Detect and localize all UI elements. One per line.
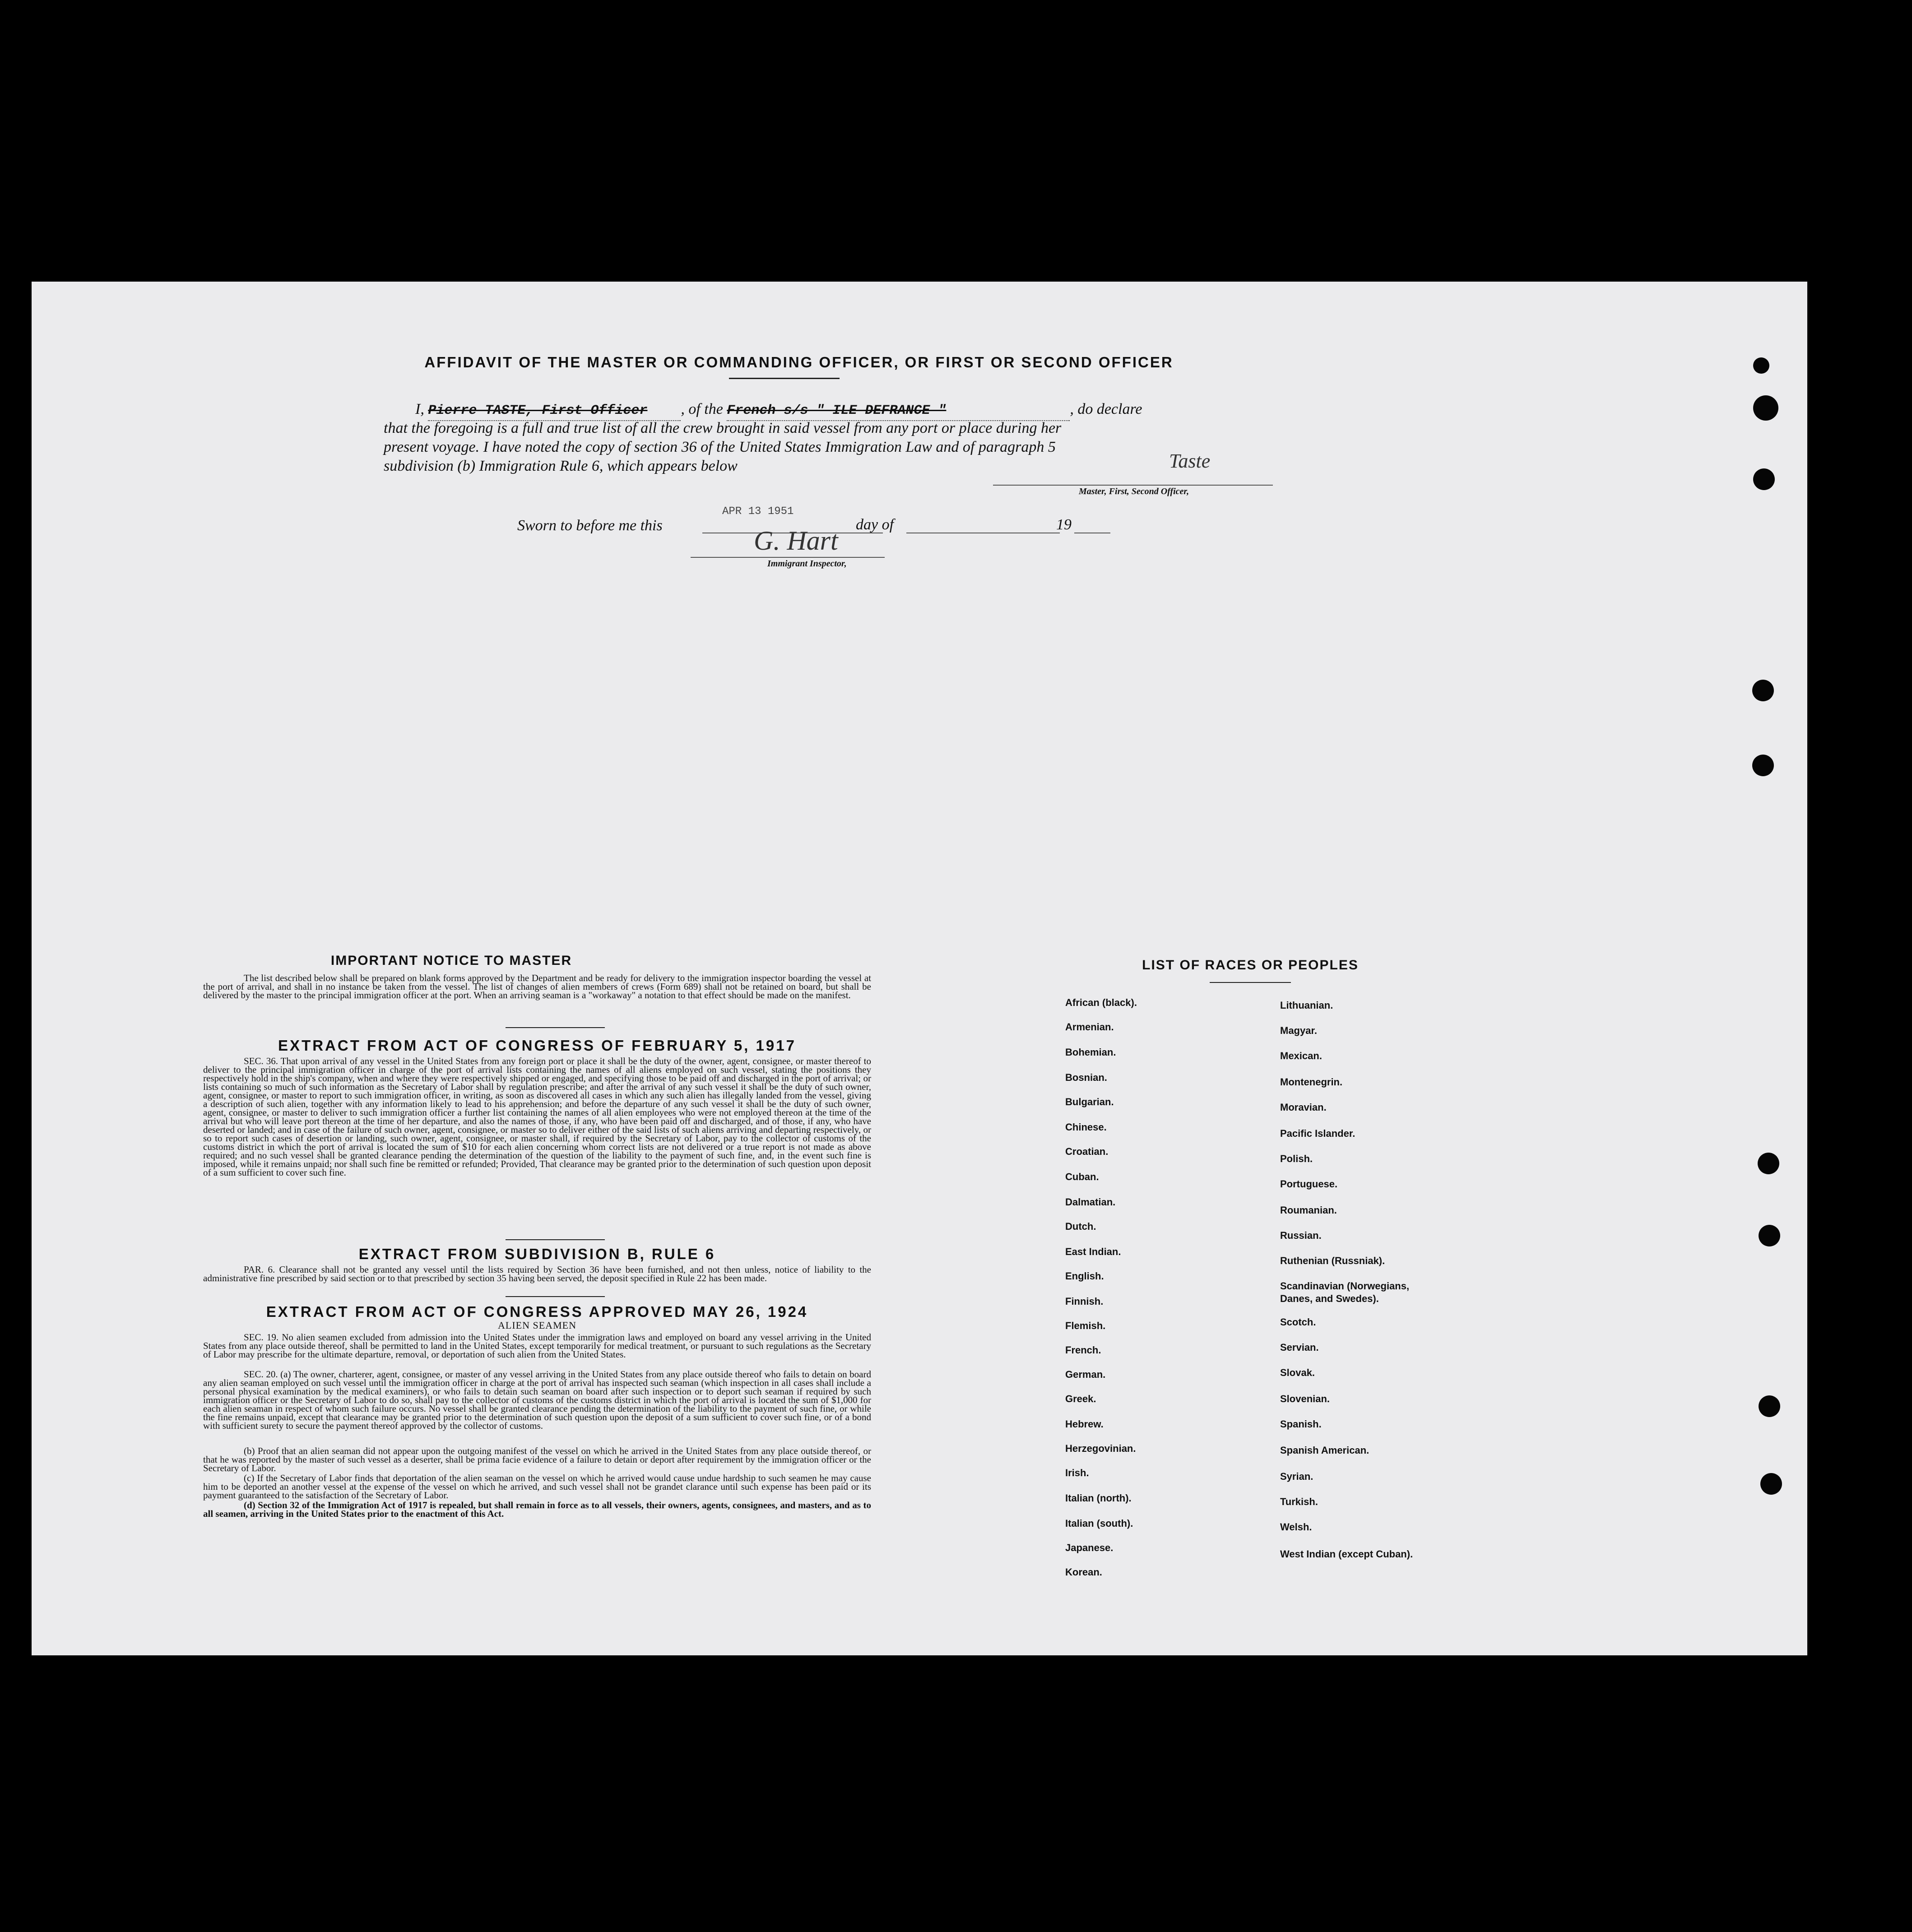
races-divider xyxy=(1210,982,1291,983)
affidavit-line-4: subdivision (b) Immigration Rule 6, which appears below xyxy=(384,458,738,474)
race-right-4: Montenegrin. xyxy=(1280,1076,1343,1088)
title-divider xyxy=(729,378,840,379)
race-left-4: Bosnian. xyxy=(1065,1072,1107,1083)
race-right-11: Ruthenian (Russniak). xyxy=(1280,1255,1385,1266)
race-left-6: Chinese. xyxy=(1065,1121,1107,1133)
race-right-21: Welsh. xyxy=(1280,1521,1312,1533)
extract-1924-c: (c) If the Secretary of Labor finds that deportation of the alien seaman on the vessel on which he arrived would cause undue hardship to such seamen he may cause him to be deported an another vessel at the expense of the vessel on which he arrived, and such vessel shall not be grandet clarance until such expense has been paid or its payment guaranteed to the satisfaction of the Secretary of Labor. xyxy=(203,1473,871,1501)
inspector-signature: G. Hart xyxy=(754,526,838,556)
races-title: LIST OF RACES OR PEOPLES xyxy=(1142,958,1359,973)
race-right-20: Turkish. xyxy=(1280,1496,1318,1507)
race-right-18: Spanish American. xyxy=(1280,1445,1369,1456)
race-left-18: Hebrew. xyxy=(1065,1418,1104,1430)
officer-signature-line xyxy=(993,485,1273,486)
officer-signature: Taste xyxy=(1169,450,1211,472)
race-right-15: Slovak. xyxy=(1280,1367,1315,1378)
punch-hole xyxy=(1759,1225,1780,1246)
sworn-label: Sworn to before me this xyxy=(517,517,663,534)
extract-rule6-divider xyxy=(506,1296,605,1297)
declarant-prefix: I, xyxy=(415,401,424,417)
race-right-3: Mexican. xyxy=(1280,1050,1322,1061)
affidavit-line-1 xyxy=(415,400,1282,421)
declarant-name: Pierre TASTE, First Officer xyxy=(428,401,681,421)
race-right-9: Roumanian. xyxy=(1280,1205,1337,1216)
extract-1917-title: EXTRACT FROM ACT OF CONGRESS OF FEBRUARY 5, 1917 xyxy=(278,1037,796,1054)
notice-divider xyxy=(506,1027,605,1028)
punch-hole xyxy=(1753,468,1775,490)
race-left-11: East Indian. xyxy=(1065,1246,1121,1257)
day-of-label: day of xyxy=(856,516,894,533)
race-right-1: Lithuanian. xyxy=(1280,1000,1333,1011)
race-left-10: Dutch. xyxy=(1065,1221,1096,1232)
race-left-16: German. xyxy=(1065,1369,1106,1380)
race-left-20: Irish. xyxy=(1065,1467,1089,1478)
race-right-7: Polish. xyxy=(1280,1153,1313,1164)
punch-hole xyxy=(1753,357,1769,374)
affidavit-title: AFFIDAVIT OF THE MASTER OR COMMANDING OFFICER, OR FIRST OR SECOND OFFICER xyxy=(424,354,1174,371)
extract-1924-title: EXTRACT FROM ACT OF CONGRESS APPROVED MAY 26, 1924 xyxy=(266,1303,808,1320)
extract-1917-divider xyxy=(506,1239,605,1240)
race-left-3: Bohemian. xyxy=(1065,1047,1116,1058)
race-right-14: Servian. xyxy=(1280,1342,1319,1353)
notice-body: The list described below shall be prepared on blank forms approved by the Department and be ready for delivery to the immigration inspector boarding the vessel at the port of arrival, and shall in no instance be taken from the vessel. The list of changes of alien members of crews (Form 689) shall not be retained on board, but shall be delivered by the master to the principal immigration officer at the port. When an arriving seaman is a "workaway" a notation to that effect should be made on the manifest. xyxy=(203,973,871,1001)
race-left-1: African (black). xyxy=(1065,997,1137,1008)
extract-1924-b: (b) Proof that an alien seaman did not appear upon the outgoing manifest of the vessel on which he arrived in the United States from any place outside thereof, or that he was reported by the master of such vessel as a deserter, shall be prima facie evidence of a failure to detain or deport after requirement by the immigration officer or the Secretary of Labor. xyxy=(203,1446,871,1473)
race-right-12: Scandinavian (Norwegians, Danes, and Swedes). xyxy=(1280,1280,1410,1304)
race-right-5: Moravian. xyxy=(1280,1102,1327,1113)
race-right-6: Pacific Islander. xyxy=(1280,1128,1355,1139)
race-left-15: French. xyxy=(1065,1344,1101,1356)
of-the-text: , of the xyxy=(681,401,723,417)
race-right-8: Portuguese. xyxy=(1280,1178,1338,1190)
race-left-17: Greek. xyxy=(1065,1393,1096,1404)
punch-hole xyxy=(1758,1153,1779,1174)
extract-1924-sec20a: SEC. 20. (a) The owner, charterer, agent, consignee, or master of any vessel arriving in the United States from any place outside thereof who fails to detain on board any alien seaman employed on such vessel until the immigration officer in charge at the port of arrival has inspected such seaman (which inspection in all cases shall include a personal physical examination by the medical examiners), or who fails to detain such seaman on board after such inspection or to deport such seaman if required by such immigration officer or the Secretary of Labor to do so, shall pay to the collector of customs of the customs district in which the port of arrival is located the sum of $1,000 for each alien seaman in respect of whom such failure occurs. No vessel shall be granted clearance pending the determination of the liability to the payment of such fine, or while the fine remains unpaid, except that clearance may be granted prior to the determination of such question upon the deposit of a sum sufficient to cover such fine, or of a bond with sufficient surety to secure the payment thereof approved by the collector of customs. xyxy=(203,1369,871,1431)
race-left-13: Finnish. xyxy=(1065,1296,1104,1307)
race-right-19: Syrian. xyxy=(1280,1471,1313,1482)
race-left-12: English. xyxy=(1065,1270,1104,1282)
punch-hole xyxy=(1752,680,1774,701)
race-left-19: Herzegovinian. xyxy=(1065,1443,1136,1454)
extract-1924-d: (d) Section 32 of the Immigration Act of 1917 is repealed, but shall remain in force as to all vessels, their owners, agents, consignees, and masters, and as to all seamen, arriving in the United States prior to the enactment of this Act. xyxy=(203,1500,871,1519)
officer-caption: Master, First, Second Officer, xyxy=(1079,486,1189,496)
extract-1924-subtitle: ALIEN SEAMEN xyxy=(498,1320,576,1331)
extract-rule6-body: PAR. 6. Clearance shall not be granted any vessel until the lists required by Section 36 have been furnished, and not then unless, notice of liability to the administrative fine prescribed by said section or to that prescribed by section 35 having been served, the deposit specified in Rule 22 has been made. xyxy=(203,1264,871,1283)
inspector-signature-line xyxy=(691,557,885,558)
race-right-10: Russian. xyxy=(1280,1230,1322,1241)
race-right-17: Spanish. xyxy=(1280,1418,1322,1430)
form-page xyxy=(32,282,1807,1655)
race-right-16: Slovenian. xyxy=(1280,1393,1330,1404)
race-left-23: Japanese. xyxy=(1065,1542,1114,1553)
extract-1924-sec19: SEC. 19. No alien seamen excluded from admission into the United States under the immigration laws and employed on board any vessel arriving in the United States from any place outside thereof, shall be permitted to land in the United States, except temporarily for medical treatment, or pursuant to such regulations as the Secretary of Labor may prescribe for the ultimate departure, removal, or deportation of such alien from the United States. xyxy=(203,1332,871,1360)
race-left-7: Croatian. xyxy=(1065,1146,1109,1157)
race-left-24: Korean. xyxy=(1065,1566,1102,1578)
race-left-2: Armenian. xyxy=(1065,1021,1114,1033)
declare-text: , do declare xyxy=(1070,401,1142,417)
race-left-5: Bulgarian. xyxy=(1065,1096,1114,1107)
affidavit-line-2: that the foregoing is a full and true list of all the crew brought in said vessel from any port or place during her xyxy=(384,420,1062,436)
inspector-caption: Immigrant Inspector, xyxy=(767,559,847,569)
race-right-22: West Indian (except Cuban). xyxy=(1280,1548,1413,1560)
punch-hole xyxy=(1759,1395,1780,1417)
punch-hole xyxy=(1753,395,1778,421)
race-left-9: Dalmatian. xyxy=(1065,1196,1116,1208)
race-left-14: Flemish. xyxy=(1065,1320,1106,1331)
race-left-22: Italian (south). xyxy=(1065,1518,1133,1529)
race-left-8: Cuban. xyxy=(1065,1171,1099,1182)
vessel-name: French s/s " ILE DEFRANCE " xyxy=(727,401,1070,421)
extract-rule6-title: EXTRACT FROM SUBDIVISION B, RULE 6 xyxy=(358,1246,716,1262)
sworn-stamp: APR 13 1951 xyxy=(722,505,794,518)
year-prefix: 19 xyxy=(1056,516,1072,533)
notice-title: IMPORTANT NOTICE TO MASTER xyxy=(330,953,572,968)
punch-hole xyxy=(1760,1473,1782,1495)
affidavit-line-3: present voyage. I have noted the copy of section 36 of the United States Immigration Law and of paragraph 5 xyxy=(384,439,1056,455)
race-right-13: Scotch. xyxy=(1280,1316,1316,1328)
race-right-2: Magyar. xyxy=(1280,1025,1317,1036)
extract-1917-body: SEC. 36. That upon arrival of any vessel in the United States from any foreign port or place it shall be the duty of the owner, agent, consignee, or master thereof to deliver to the principal immigration officer in charge of the port of arrival lists containing the names of all aliens employed on such vessel, stating the positions they respectively hold in the ship's company, when and where they were respectively shipped or engaged, and specifying those to be paid off and discharged in the port of arrival; or lists containing so much of such information as the Secretary of Labor shall by regulation prescribe; and after the arrival of any such vessel it shall be the duty of such owner, agent, consignee, or master to report to such immigration officer, in writing, as soon as discovered all cases in which any such alien has illegally landed from the vessel, giving a description of such alien, together with any information likely to lead to his apprehension; and before the departure of any such vessel it shall be the duty of such owner, agent, consignee, or master to deliver to such immigration officer a further list containing the names of all alien employees who were not employed thereon at the time of the arrival but who will leave port thereon at the time of her departure, and also the names of those, if any, who have been paid off and discharged, and of those, if any, who have deserted or landed; and in case of the failure of such owner, agent, consignee, or master so to deliver either of the said lists of such aliens arriving and departing respectively, or so to report such cases of desertion or landing, such owner, agent, consignee, or master shall, if required by the Secretary of Labor, pay to the collector of customs of the customs district in which the port of arrival is located the sum of $10 for each alien concerning whom correct lists are not delivered or a true report is not made as above required; and no such vessel shall be granted clearance pending the determination of the question of the liability to the payment of such fine, and, in the event such fine is imposed, while it remains unpaid; nor shall such fine be remitted or refunded; Provided, That clearance may be granted prior to the determination of such question upon deposit of a sum sufficient to cover such fine. xyxy=(203,1056,871,1178)
race-left-21: Italian (north). xyxy=(1065,1492,1132,1504)
punch-hole xyxy=(1752,755,1774,776)
